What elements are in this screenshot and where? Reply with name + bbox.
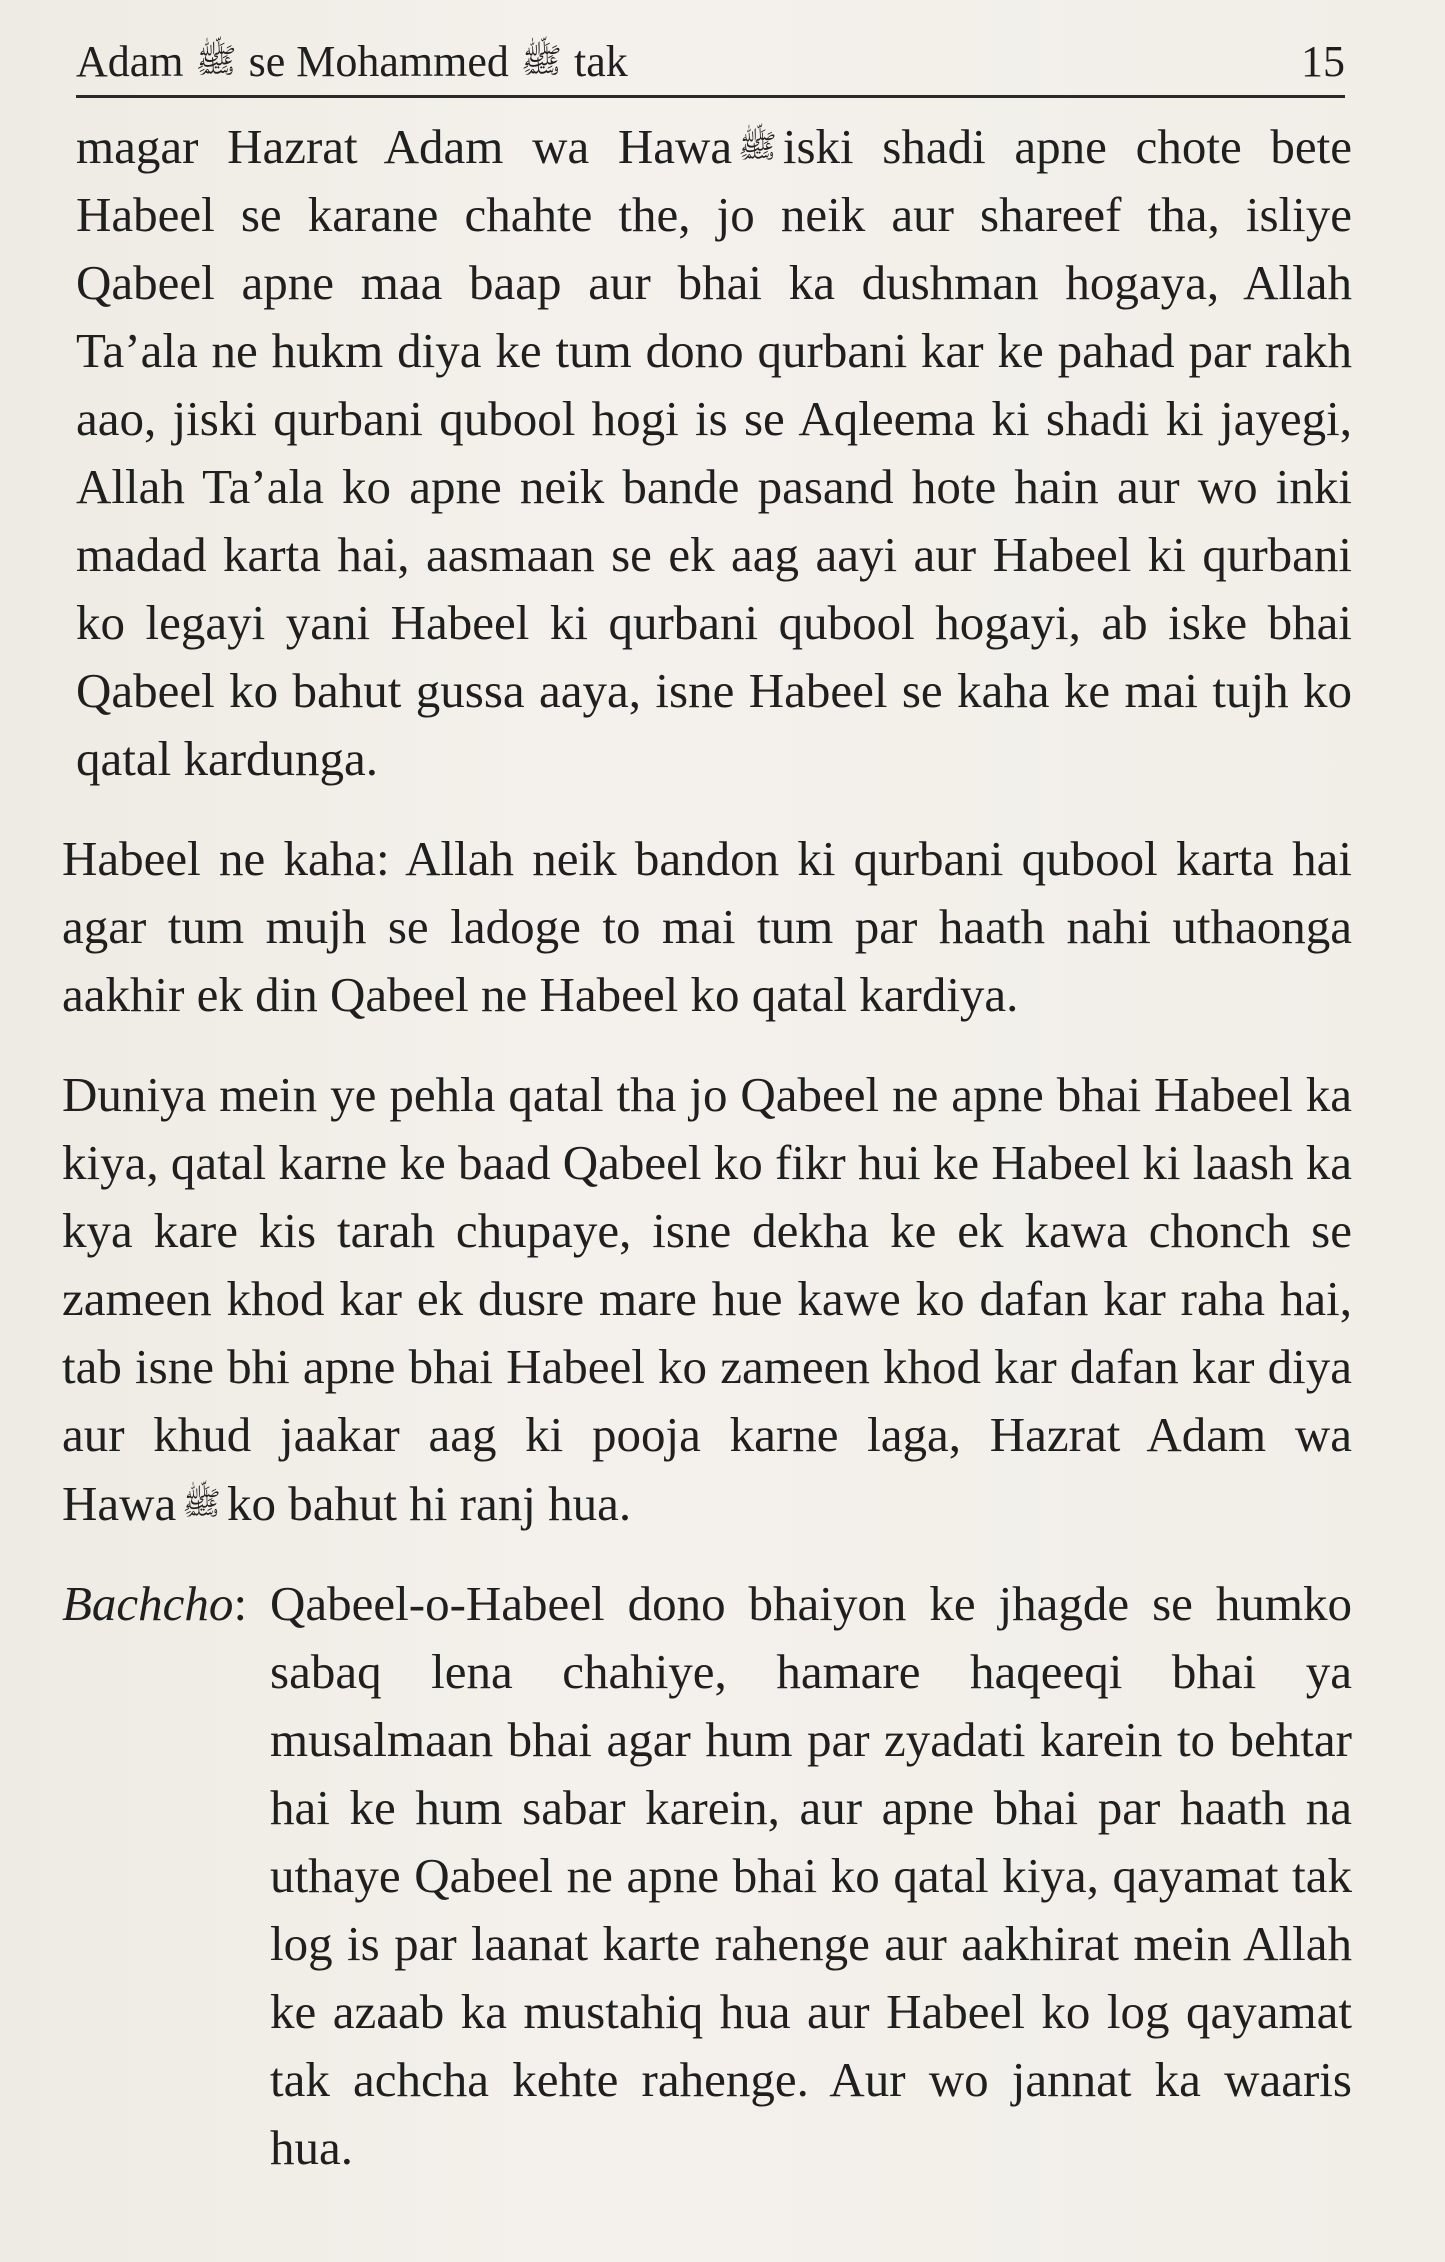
- title-part-tak: tak: [573, 37, 628, 86]
- honorific-symbol: ﷺ: [520, 42, 562, 80]
- paragraph-text: iski shadi apne chote bete Habeel se karane chahte the, jo neik aur shareef tha, isliye Qabeel apne maa baap aur bhai ka dushman hogaya, Allah Ta’ala ne hukm diya ke tum dono qurbani kar ke pahad par rakh aao, jiski qurbani qubool hogi is se Aqleema ki shadi ki jayegi, Allah Ta’ala ko apne neik bande pasand hote hain aur wo inki madad karta hai, aasmaan se ek aag aayi aur Habeel ki qurbani ko legayi yani Habeel ki qurbani qubool hogayi, ab iske bhai Qabeel ko bahut gussa aaya, isne Habeel se kaha ke mai tujh ko qatal kardunga.: [76, 119, 1352, 786]
- paragraph-qurbani: [62, 112, 1352, 793]
- paragraph-text: magar Hazrat Adam wa Hawa: [76, 119, 733, 174]
- honorific-symbol: ﷺ: [182, 1485, 221, 1521]
- moral-text: Qabeel-o-Habeel dono bhaiyon ke jhagde se humko sabaq lena chahiye, hamare haqeeqi bhai ya musalmaan bhai agar hum par zyadati karein to behtar hai ke hum sabar karein, aur apne bhai par haath na uthaye Qabeel ne apne bhai ko qatal kiya, qayamat tak log is par laanat karte rahenge aur aakhirat mein Allah ke azaab ka mustahiq hua aur Habeel ko log qayamat tak achcha kehte rahenge. Aur wo jannat ka waaris hua.: [270, 1576, 1352, 2175]
- paragraph-first-murder: [62, 1061, 1352, 1538]
- page-body: [62, 112, 1352, 2182]
- title-part-adam: Adam: [76, 37, 184, 86]
- moral-label: [62, 1570, 270, 2182]
- running-title: [76, 36, 628, 87]
- page-number: 15: [1301, 37, 1345, 86]
- paragraph-habeel-reply: [62, 825, 1352, 1029]
- moral-lesson: [62, 1570, 1352, 2182]
- moral-label-colon: :: [233, 1576, 248, 1631]
- moral-label-text: Bachcho: [62, 1576, 234, 1631]
- paragraph-text: Duniya mein ye pehla qatal tha jo Qabeel ne apne bhai Habeel ka kiya, qatal karne ke baad Qabeel ko fikr hui ke Habeel ki laash ka kya kare kis tarah chupaye, isne dekha ke ek kawa chonch se zameen khod kar ek dusre mare hue kawe ko dafan kar raha hai, tab isne bhi apne bhai Habeel ko zameen khod kar dafan kar diya aur khud jaakar aag ki pooja karne laga, Hazrat Adam wa Hawa: [62, 1067, 1352, 1531]
- honorific-symbol: ﷺ: [195, 42, 237, 80]
- paragraph-text: ko bahut hi ranj hua.: [226, 1476, 632, 1531]
- honorific-symbol: ﷺ: [738, 128, 777, 164]
- running-header: [76, 28, 1345, 98]
- paragraph-text: Habeel ne kaha: Allah neik bandon ki qurbani qubool karta hai agar tum mujh se ladoge to mai tum par haath nahi uthaonga aakhir ek din Qabeel ne Habeel ko qatal kardiya.: [62, 831, 1352, 1022]
- title-part-mohammed: se Mohammed: [248, 37, 509, 86]
